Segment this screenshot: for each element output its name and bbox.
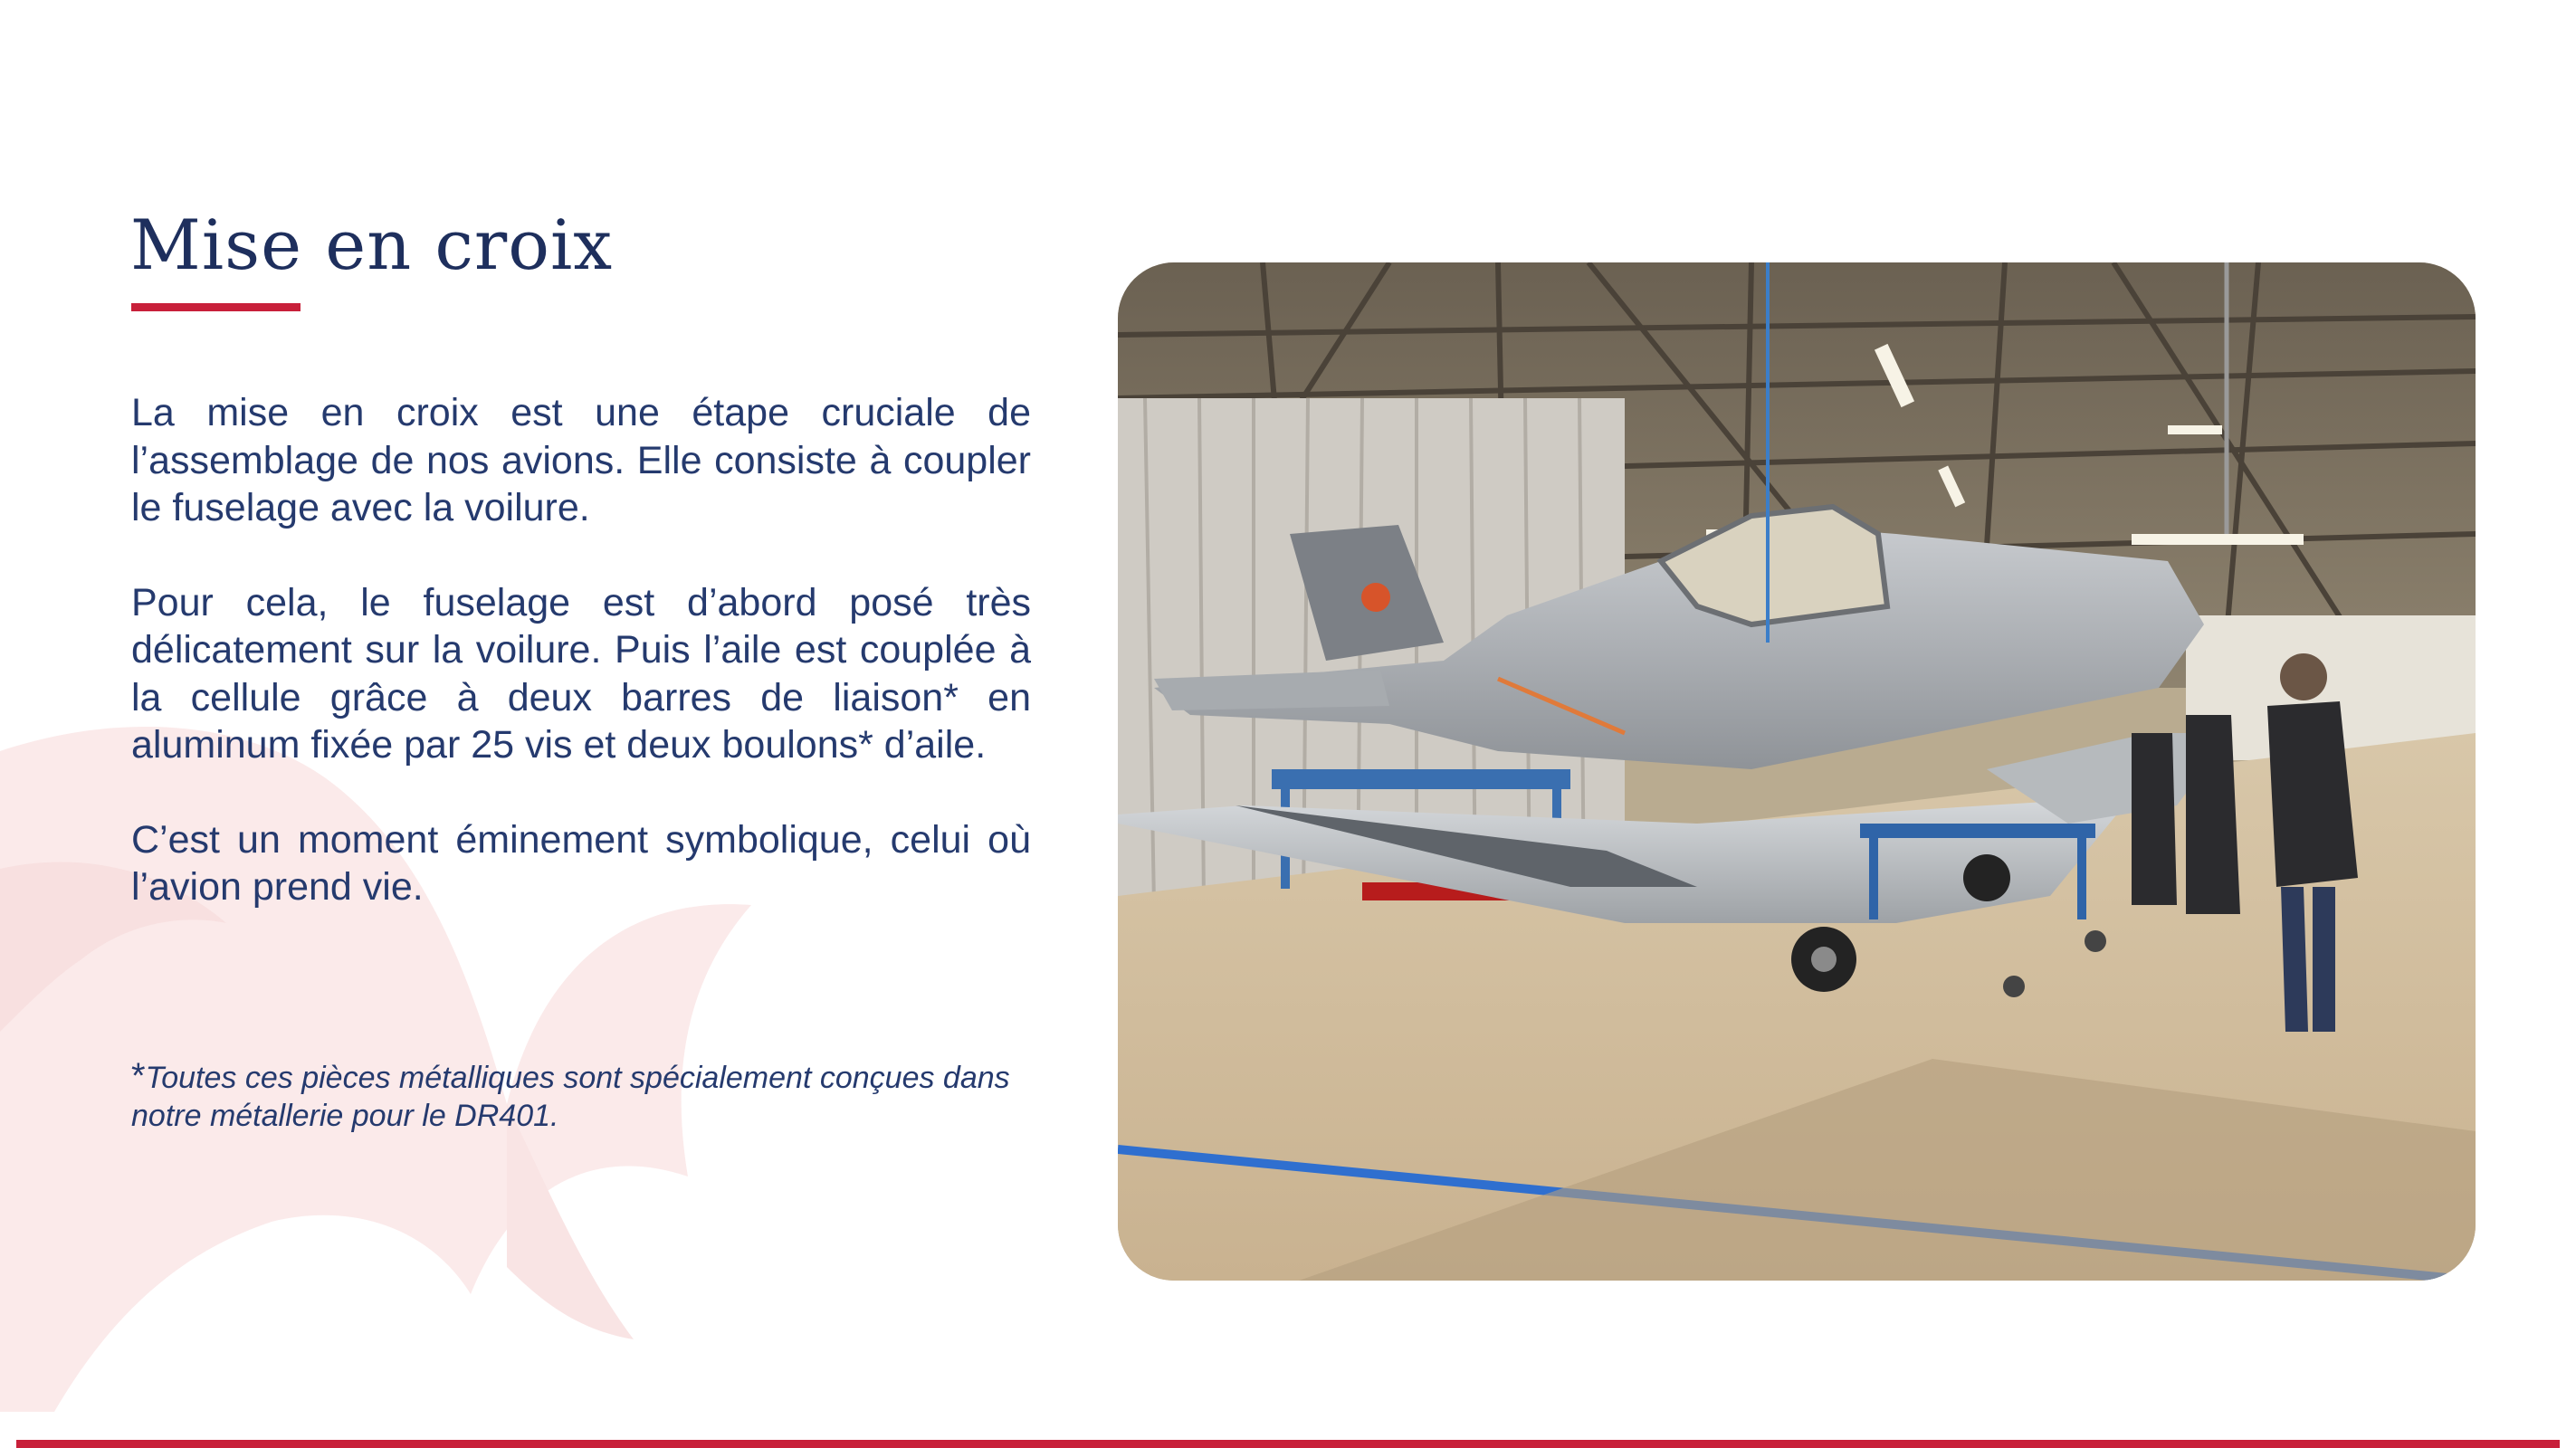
hangar-aircraft-photo <box>1118 262 2476 1281</box>
footnote <box>131 1057 1031 1135</box>
body-text <box>131 389 1031 958</box>
footnote-text: Toutes ces pièces métalliques sont spécialement conçues dans notre métallerie pour le DR401. <box>131 1061 1010 1133</box>
paragraph-2: Pour cela, le fuselage est d’abord posé très délicatement sur la voilure. Puis l’aile est couplée à la cellule grâce à deux barres de liaison* en aluminum fixée par 25 vis et deux boulons* d’aile. <box>131 580 1031 767</box>
title-underline <box>131 303 301 311</box>
bottom-accent-bar <box>16 1440 2560 1448</box>
page-title: Mise en croix <box>130 205 614 285</box>
paragraph-1: La mise en croix est une étape cruciale de l’assemblage de nos avions. Elle consiste à coupler le fuselage avec la voilure. <box>131 391 1031 529</box>
paragraph-3: C’est un moment éminement symbolique, celui où l’avion prend vie. <box>131 817 1031 909</box>
footnote-marker: * <box>131 1056 146 1096</box>
